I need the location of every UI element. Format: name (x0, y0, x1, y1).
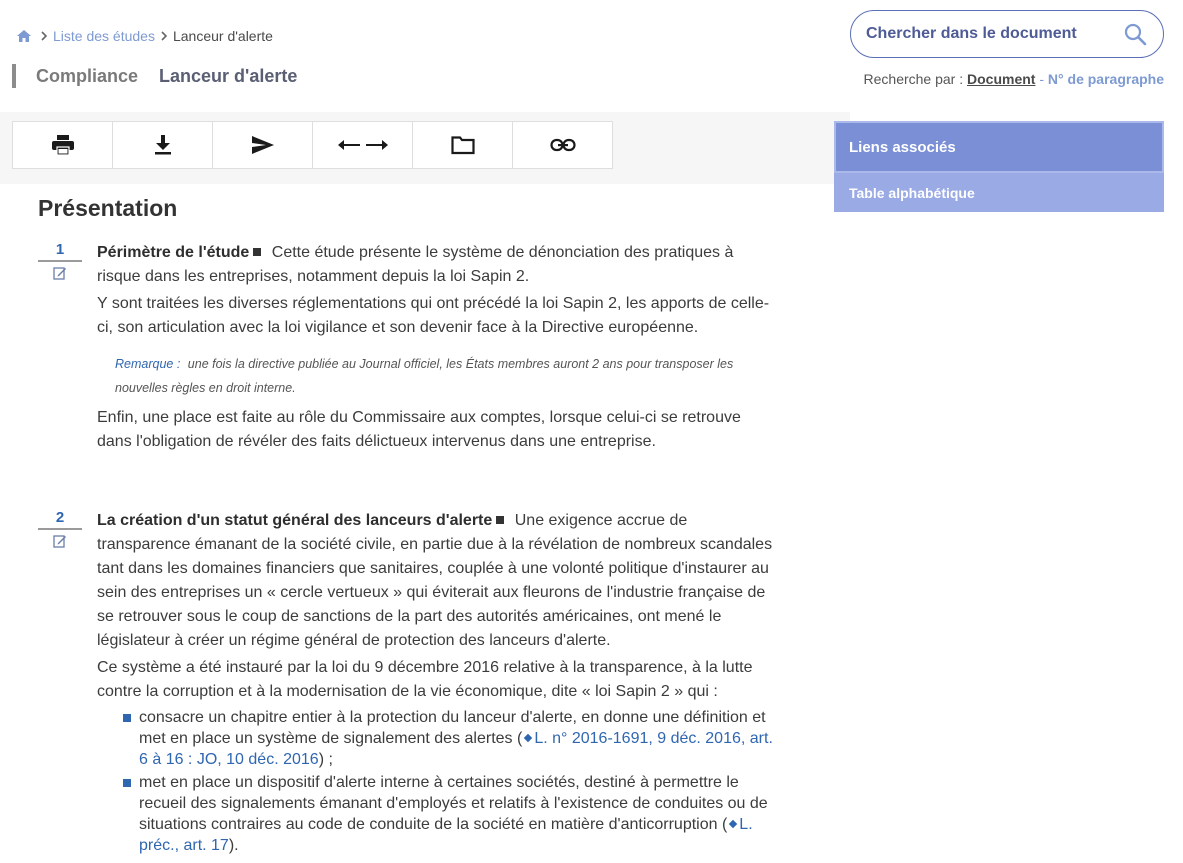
remark-text: une fois la directive publiée au Journal officiel, les États membres auront 2 ans pour transposer les nouvelles règles en droit interne. (115, 357, 734, 395)
legal-reference-text: L. préc., art. 17 (139, 816, 753, 854)
section-heading: Présentation (38, 195, 178, 221)
document-toolbar (12, 121, 612, 169)
folder-icon (451, 135, 475, 155)
paragraph-text: Ce système a été instauré par la loi du 9 décembre 2016 relative à la transparence, à la lutte contre la corruption et à la modernisation de la vie économique, dite « loi Sapin 2 » qui : (97, 659, 753, 700)
search-input[interactable] (850, 10, 1164, 58)
paragraph-number (38, 509, 82, 548)
search-mode-paragraph[interactable]: N° de paragraphe (1047, 71, 1164, 87)
download-button[interactable] (112, 121, 213, 169)
annotate-icon[interactable] (53, 534, 67, 548)
print-button[interactable] (12, 121, 113, 169)
square-bullet-icon (253, 248, 261, 256)
search-mode (864, 71, 1164, 87)
remark-label: Remarque : (115, 357, 181, 371)
download-icon (153, 134, 173, 156)
paragraph-text: Cette étude présente le système de dénonciation des pratiques à risque dans les entreprises, notamment depuis la loi Sapin 2. (97, 244, 734, 285)
paragraph-text: Y sont traitées les diverses réglementations qui ont précédé la loi Sapin 2, les apports de celle-ci, son articulation avec la loi vigilance et son devenir face à la Directive européenne. (97, 295, 770, 336)
expand-width-button[interactable] (312, 121, 413, 169)
list-item-text: consacre un chapitre entier à la protection du lanceur d'alerte, en donne une définition et met en place un système de signalement des alertes ( (139, 709, 766, 747)
breadcrumb-link-study-list[interactable]: Liste des études (53, 28, 155, 44)
paragraph-number-link[interactable]: 2 (38, 509, 82, 530)
link-icon (550, 138, 576, 152)
page-title (12, 64, 297, 88)
print-icon (51, 134, 75, 156)
legal-reference-text: L. n° 2016-1691, 9 déc. 2016, art. 6 à 16 : JO, 10 déc. 2016 (139, 730, 773, 768)
bullet-list (121, 707, 778, 856)
paragraph-number (38, 241, 82, 280)
breadcrumb-current: Lanceur d'alerte (172, 28, 273, 44)
paragraph-2 (38, 509, 778, 858)
paragraph-lead: La création d'un statut général des lanceurs d'alerte (97, 512, 493, 529)
square-bullet-icon (496, 516, 504, 524)
list-item-text: ) ; (318, 751, 333, 768)
folder-button[interactable] (412, 121, 513, 169)
diamond-icon (524, 734, 532, 742)
related-links-header[interactable]: Liens associés (834, 121, 1164, 173)
annotate-icon[interactable] (53, 266, 67, 280)
chevron-right-icon (39, 31, 49, 41)
search-placeholder: Chercher dans le document (866, 25, 1077, 42)
list-item-text: ). (228, 837, 239, 854)
send-button[interactable] (212, 121, 313, 169)
expand-width-icon (337, 138, 389, 152)
page-title-category: Compliance (36, 65, 139, 86)
search-mode-separator: - (1039, 71, 1045, 87)
square-bullet-icon (123, 779, 131, 787)
search-icon[interactable] (1123, 22, 1147, 46)
paragraph-text: Enfin, une place est faite au rôle du Commissaire aux comptes, lorsque celui-ci se retrouve dans l'obligation de révéler des faits délictueux intervenus dans une entreprise. (97, 409, 741, 450)
breadcrumb (17, 28, 273, 44)
list-item (121, 772, 778, 856)
search-mode-document[interactable]: Document (967, 71, 1036, 87)
side-item-alphabetical-table[interactable]: Table alphabétique (834, 173, 1164, 212)
chevron-right-icon (159, 31, 169, 41)
diamond-icon (729, 820, 737, 828)
paragraph-lead: Périmètre de l'étude (97, 244, 250, 261)
page-title-name: Lanceur d'alerte (159, 65, 298, 86)
copy-link-button[interactable] (512, 121, 613, 169)
paragraph-1 (38, 241, 778, 457)
remark-block (115, 352, 778, 400)
square-bullet-icon (123, 714, 131, 722)
paragraph-text: Une exigence accrue de transparence émanant de la société civile, en partie due à la révélation de nombreux scandales tant dans les domaines financiers que sanitaires, couplée à une volonté politique d'instaurer au sein des entreprises un « cercle vertueux » qui éviterait aux fleurons de l'industrie française de se retrouver sous le coup de sanctions de la part des autorités américaines, ont mené le législateur à créer un régime général de protection des lanceurs d'alerte. (97, 512, 773, 649)
paragraph-number-link[interactable]: 1 (38, 241, 82, 262)
send-icon (251, 135, 275, 155)
related-links-panel (834, 121, 1164, 212)
home-icon[interactable] (17, 30, 31, 42)
list-item (121, 707, 778, 770)
list-item-text: met en place un dispositif d'alerte interne à certaines sociétés, destiné à permettre le recueil des signalements émanant d'employés et relatifs à l'existence de conduites ou de situations contraires au code de conduite de la société en matière d'anticorruption ( (139, 774, 768, 833)
search-mode-prefix: Recherche par : (863, 71, 964, 87)
